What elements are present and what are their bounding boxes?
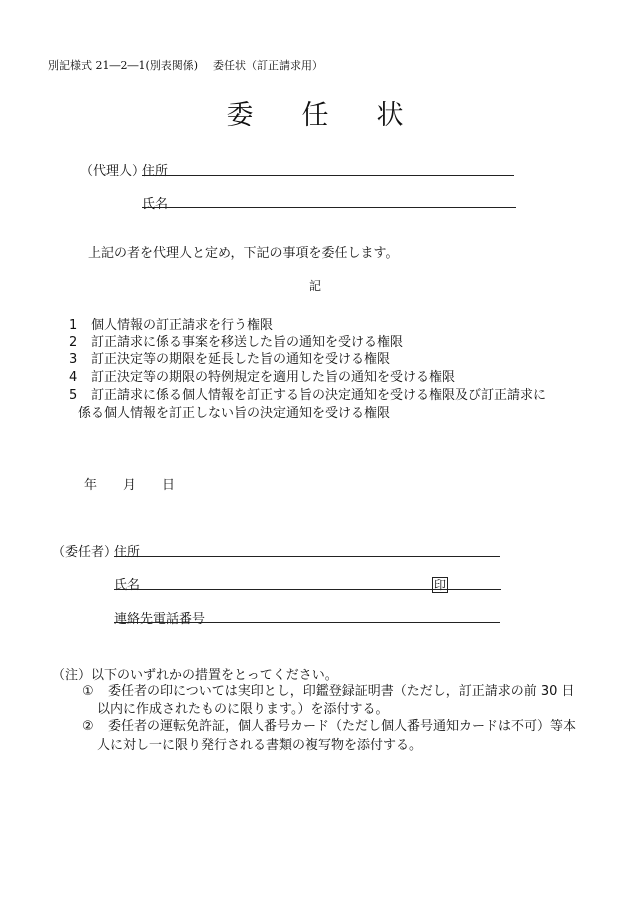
agent-name-line[interactable] [142,207,516,208]
agent-address-line[interactable] [142,175,514,176]
principal-name-line[interactable] [114,589,501,590]
agent-address-label: 住所 [142,164,169,179]
note-item-2-cont: 人に対し一に限り発行される書類の複写物を添付する。 [97,738,423,753]
note-label: （注）以下のいずれかの措置をとってください。 [52,668,338,683]
item-text: 訂正決定等の期限を延長した旨の通知を受ける権限 [91,352,391,367]
seal-mark [432,574,448,593]
form-number: 別記様式 21―2―1(別表関係) [48,59,199,72]
note-mark: ② [82,719,94,734]
date-year: 年 [84,478,98,493]
agent-label: （代理人） [80,164,146,179]
principal-label: （委任者） [52,545,118,560]
item-number: 3 [69,352,78,367]
agent-name-label: 氏名 [142,197,169,212]
principal-phone-label: 連絡先電話番号 [114,612,206,627]
principal-address-label: 住所 [114,545,141,560]
principal-phone-line[interactable] [114,622,500,623]
note-line: 委任者の印については実印とし，印鑑登録証明書（ただし，訂正請求の前 30 日 [108,684,575,699]
note-line: 委任者の運転免許証，個人番号カード（ただし個人番号通知カードは不可）等本 [108,719,577,734]
list-item [69,384,546,403]
delegation-statement: 上記の者を代理人と定め，下記の事項を委任します。 [88,246,399,261]
list-item [69,348,390,367]
list-item [69,366,455,385]
date-day: 日 [162,478,176,493]
principal-name-label: 氏名 [114,578,141,593]
ki-heading: 記 [309,279,322,293]
item-text: 個人情報の訂正請求を行う権限 [91,318,274,333]
item-text: 訂正請求に係る事案を移送した旨の通知を受ける権限 [91,335,404,350]
date-month: 月 [123,478,137,493]
note-mark: ① [82,684,94,699]
principal-address-line[interactable] [114,556,500,557]
item-number: 2 [69,335,78,350]
note-item-1-cont: 以内に作成されたものに限ります。）を添付する。 [97,702,389,717]
seal-icon: 印 [434,578,447,592]
item-text: 訂正決定等の期限の特例規定を適用した旨の通知を受ける権限 [91,370,456,385]
item-text: 訂正請求に係る個人情報を訂正する旨の決定通知を受ける権限及び訂正請求に [91,388,547,403]
item-number: 1 [69,318,78,333]
note-item-2 [82,717,576,736]
item-continuation: 係る個人情報を訂正しない旨の決定通知を受ける権限 [78,406,391,421]
note-item-1 [82,682,575,701]
item-number: 4 [69,370,78,385]
document-title: 委任状 [226,100,452,131]
form-name: 委任状（訂正請求用） [213,59,323,72]
item-number: 5 [69,388,78,403]
